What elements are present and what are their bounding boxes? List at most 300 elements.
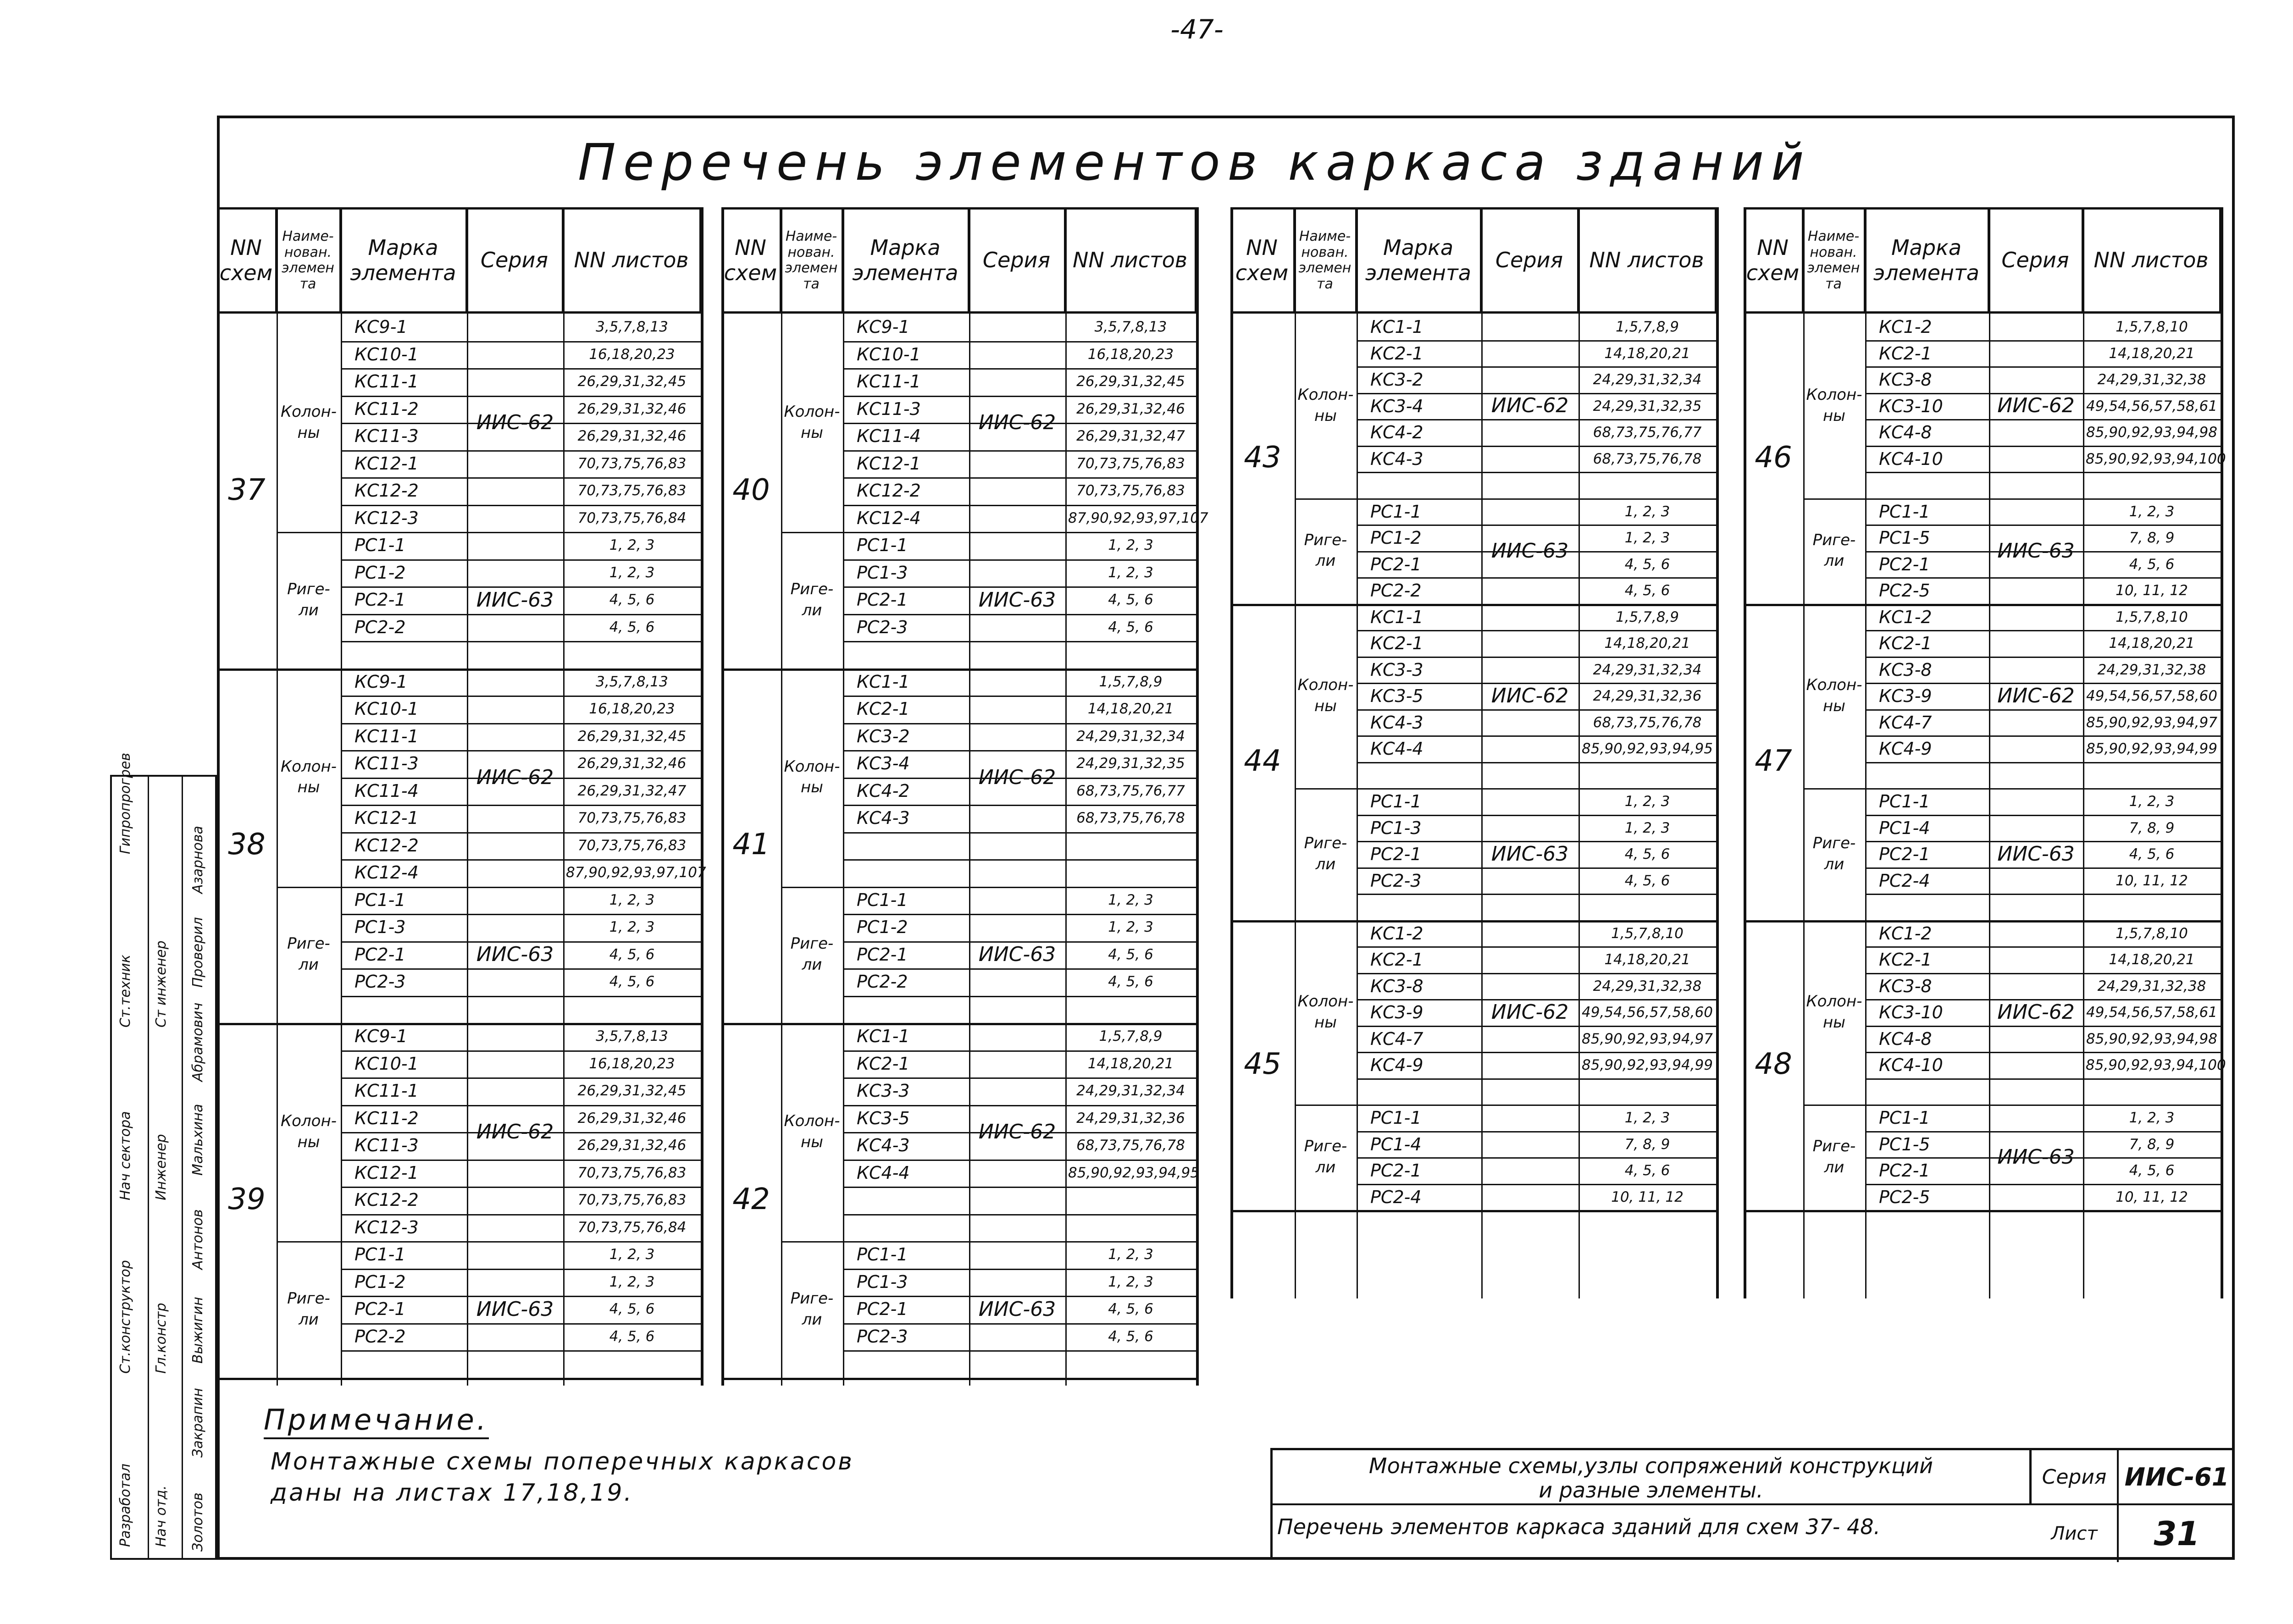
element-mark: КС12-3 [354,1217,419,1237]
element-mark: КС10-1 [354,344,419,365]
header-name: Наиме- нован. элемен та [1803,207,1865,314]
element-mark: КС4-4 [1370,739,1423,759]
sheet-numbers: 4, 5, 6 [1624,872,1670,889]
scheme-number: 45 [1244,1047,1281,1081]
sheet-numbers: 3,5,7,8,13 [596,319,668,335]
row-divider [1865,1026,2221,1027]
sheet-numbers: 24,29,31,32,34 [1076,1083,1185,1099]
row-divider [1865,472,2221,473]
sheet-numbers: 85,90,92,93,94,99 [2086,740,2217,757]
element-mark: КС9-1 [857,317,910,337]
row-divider [1865,630,2221,631]
sheet-numbers: 14,18,20,21 [1604,635,1690,652]
element-name: Риге- ли [790,934,834,974]
element-mark: КС10-1 [857,344,921,365]
row-divider [1357,366,1716,368]
sheet-numbers: 4, 5, 6 [2129,556,2175,573]
sheet-numbers: 10, 11, 12 [2116,872,2188,889]
sheet-numbers: 24,29,31,32,36 [1076,1110,1185,1127]
element-name: Колон- ны [1297,675,1354,715]
element-series: ИИС-62 [978,1120,1056,1143]
element-mark: РС1-3 [857,562,908,583]
row-divider [843,832,1196,834]
sheet-numbers: 4, 5, 6 [609,946,655,963]
element-mark: КС12-2 [354,1190,419,1210]
column-divider [1357,207,1358,1298]
column-divider [341,207,342,1386]
sheet-numbers: 3,5,7,8,13 [596,1028,668,1044]
element-name: Риге- ли [1812,1137,1856,1177]
element-series: ИИС-63 [476,1297,554,1321]
column-divider [701,207,703,1386]
sheet-numbers: 4, 5, 6 [609,591,655,608]
sheet-numbers: 14,18,20,21 [2109,635,2195,652]
row-divider [341,505,701,506]
header-scheme: NN схем [217,207,277,314]
header-name: Наиме- нован. элемен та [277,207,341,314]
row-divider [843,641,1196,642]
group-divider [277,887,701,888]
row-divider [1865,340,2221,342]
sheet-numbers: 14,18,20,21 [1087,701,1174,717]
header-series: Серия [467,207,563,314]
scheme-divider [1230,1210,1716,1212]
sheet-numbers: 4, 5, 6 [1108,946,1153,963]
sheet-numbers: 4, 5, 6 [1108,591,1153,608]
side-stamp-role: Ст инженер [153,940,169,1027]
scheme-divider [721,668,1196,671]
row-divider [843,1187,1196,1188]
header-sheets: NN листов [1065,207,1196,314]
sheet-numbers: 26,29,31,32,45 [577,373,687,390]
sheet-numbers: 4, 5, 6 [1624,582,1670,599]
sheet-numbers: 87,90,92,93,97,107 [1068,509,1208,526]
header-scheme: NN схем [1230,207,1295,314]
row-divider [843,505,1196,506]
element-mark: КС3-5 [857,1108,910,1128]
sheet-numbers: 85,90,92,93,94,100 [2086,1057,2226,1073]
element-series: ИИС-63 [1491,842,1569,866]
row-divider [341,1350,701,1352]
scheme-divider [1230,604,1716,606]
note-line-1: Монтажные схемы поперечных каркасов [271,1448,854,1475]
element-mark: РС2-1 [857,590,908,610]
element-mark: КС4-2 [857,780,910,801]
row-divider [843,450,1196,452]
sheet-numbers: 26,29,31,32,46 [577,428,687,444]
scheme-number: 46 [1755,441,1792,475]
row-divider [843,1323,1196,1325]
sheet-numbers: 16,18,20,23 [589,1055,675,1072]
stamp-sheet-value: 31 [2154,1514,2200,1553]
element-mark: РС1-1 [857,889,908,910]
element-name: Риге- ли [790,1289,834,1329]
sheet-numbers: 24,29,31,32,36 [1593,688,1702,704]
row-divider [1865,577,2221,579]
side-stamp [110,752,217,1560]
element-mark: РС1-1 [1879,1108,1930,1128]
scheme-divider [1744,604,2221,606]
sheet-numbers: 68,73,75,76,77 [1593,424,1702,441]
row-divider [1357,1131,1716,1132]
sheet-numbers: 4, 5, 6 [2129,846,2175,862]
element-mark: КС4-3 [857,808,910,828]
element-mark: КС3-8 [1879,370,1932,390]
side-stamp-role: Гл.констр [153,1303,169,1374]
side-stamp-name: Золотов [190,1492,206,1552]
sheet-numbers: 26,29,31,32,46 [577,755,687,772]
scheme-number: 48 [1755,1047,1792,1081]
row-divider [341,1296,701,1297]
scheme-number: 43 [1244,441,1281,475]
element-mark: КС12-1 [857,453,921,474]
scheme-divider [217,1023,701,1025]
row-divider [1357,867,1716,869]
element-mark: КС4-3 [857,1135,910,1155]
header-mark: Марка элемента [1357,207,1481,314]
side-stamp-role: Нач отд. [153,1485,169,1547]
column-divider [843,207,844,1386]
element-mark: КС3-8 [1370,976,1423,996]
note-heading: Примечание. [264,1403,489,1439]
sheet-numbers: 1, 2, 3 [2129,1110,2175,1126]
sheet-numbers: 70,73,75,76,83 [1076,455,1185,472]
row-divider [341,914,701,915]
element-series: ИИС-63 [1997,539,2075,563]
side-stamp-name: Мальхина [190,1104,206,1176]
row-divider [843,941,1196,943]
element-mark: КС1-1 [1370,317,1423,337]
element-mark: РС2-1 [354,944,406,965]
row-divider [341,1050,701,1052]
sheet-numbers: 70,73,75,76,83 [577,1164,687,1181]
sheet-numbers: 85,90,92,93,94,95 [1068,1164,1199,1181]
row-divider [1357,1078,1716,1080]
element-mark: КС3-3 [857,1081,910,1101]
row-divider [341,805,701,806]
column-divider [1803,207,1805,1298]
element-mark: РС1-5 [1879,528,1930,548]
sheet-numbers: 24,29,31,32,34 [1593,371,1702,388]
element-series: ИИС-63 [978,588,1056,612]
element-mark: КС10-1 [354,699,419,719]
stamp-subtitle: Перечень элементов каркаса зданий для схем 37- 48. [1277,1514,1881,1539]
sheet-numbers: 24,29,31,32,35 [1593,398,1702,414]
sheet-numbers: 1,5,7,8,9 [1615,608,1679,625]
row-divider [341,1077,701,1079]
element-mark: РС1-1 [857,535,908,555]
row-divider [341,941,701,943]
row-divider [341,1160,701,1161]
element-mark: КС1-1 [857,671,910,692]
row-divider [1357,340,1716,342]
element-mark: КС3-10 [1879,396,1943,416]
sheet-numbers: 68,73,75,76,77 [1076,782,1185,799]
sheet-numbers: 24,29,31,32,38 [1593,978,1702,994]
sheet-numbers: 49,54,56,57,58,60 [2086,688,2217,704]
row-divider [843,805,1196,806]
element-name: Риге- ли [287,1289,330,1329]
element-mark: РС1-2 [354,562,406,583]
sheet-numbers: 1, 2, 3 [1108,1246,1153,1263]
title-stamp [1270,1448,2235,1560]
element-mark: РС2-1 [1370,554,1422,574]
sheet-numbers: 24,29,31,32,38 [2097,978,2206,994]
element-mark: РС1-3 [857,1271,908,1292]
sheet-numbers: 26,29,31,32,46 [577,400,687,417]
element-name: Колон- ны [281,1112,337,1151]
element-mark: РС1-3 [354,917,406,937]
sheet-numbers: 4, 5, 6 [2129,1162,2175,1179]
row-divider [843,477,1196,479]
row-divider [341,996,701,997]
element-mark: РС1-1 [354,889,406,910]
stamp-title [1273,1450,2032,1505]
header-scheme: NN схем [721,207,781,314]
element-mark: РС2-5 [1879,580,1930,601]
sheet-numbers: 1, 2, 3 [1108,919,1153,935]
sheet-numbers: 85,90,92,93,94,98 [2086,424,2217,441]
element-mark: КС2-1 [1879,950,1932,970]
element-mark: КС1-2 [1879,607,1932,627]
sheet-numbers: 85,90,92,93,94,98 [2086,1030,2217,1047]
element-mark: КС4-4 [857,1162,910,1183]
sheet-numbers: 1, 2, 3 [1108,537,1153,553]
column-divider [1579,207,1580,1298]
sheet-numbers: 1,5,7,8,9 [1615,319,1679,335]
row-divider [1357,472,1716,473]
header-scheme: NN схем [1744,207,1803,314]
note-body [271,1447,854,1508]
sheet-numbers: 1,5,7,8,10 [2116,925,2188,942]
element-mark: КС4-9 [1879,739,1932,759]
element-mark: КС2-1 [857,1053,910,1074]
element-mark: РС2-1 [1370,1160,1422,1181]
row-divider [843,614,1196,615]
row-divider [1865,973,2221,974]
element-name: Колон- ны [1806,992,1862,1032]
side-stamp-name: Закрапин [190,1388,206,1458]
row-divider [1865,446,2221,447]
sheet-numbers: 26,29,31,32,46 [577,1137,687,1154]
sheet-numbers: 24,29,31,32,34 [1593,661,1702,678]
element-mark: РС2-2 [354,617,406,637]
sheet-numbers: 26,29,31,32,45 [577,1083,687,1099]
row-divider [341,641,701,642]
sheet-numbers: 1, 2, 3 [1624,1110,1670,1126]
element-mark: КС3-9 [1370,1002,1423,1022]
element-mark: КС4-10 [1879,1055,1943,1075]
side-stamp-role: Гипропрогрев [117,752,133,854]
element-mark: КС11-1 [354,1081,419,1101]
header-sheets: NN листов [2083,207,2221,314]
element-mark: КС12-2 [857,481,921,501]
row-divider [341,750,701,751]
scheme-divider [217,668,701,671]
element-mark: КС11-3 [857,398,921,419]
element-mark: КС9-1 [354,1026,408,1046]
sheet-numbers: 49,54,56,57,58,61 [2086,398,2217,414]
column-divider [1065,207,1067,1386]
element-mark: РС2-3 [857,1326,908,1347]
row-divider [1865,762,2221,763]
element-series: ИИС-63 [476,588,554,612]
element-mark: КС11-3 [354,426,419,446]
group-divider [1803,1105,2221,1106]
element-mark: КС1-2 [1879,317,1932,337]
group-divider [781,532,1196,533]
element-name: Риге- ли [287,934,330,974]
row-divider [341,614,701,615]
element-mark: КС4-8 [1879,1028,1932,1049]
element-mark: КС11-2 [354,1108,419,1128]
row-divider [1357,1184,1716,1185]
sheet-numbers: 24,29,31,32,38 [2097,371,2206,388]
side-stamp-role: Ст.техник [117,954,133,1027]
element-mark: КС3-2 [1370,370,1423,390]
row-divider [843,750,1196,751]
sheet-numbers: 70,73,75,76,83 [577,837,687,854]
element-mark: КС1-2 [1370,923,1423,944]
row-divider [1357,762,1716,763]
column-divider [1295,207,1296,1298]
row-divider [843,1350,1196,1352]
row-divider [341,559,701,561]
element-mark: РС1-1 [1879,501,1930,522]
element-mark: КС10-1 [354,1053,419,1074]
column-divider [563,207,565,1386]
header-series: Серия [1481,207,1579,314]
element-mark: КС4-3 [1370,448,1423,469]
sheet-numbers: 14,18,20,21 [1604,345,1690,362]
sheet-numbers: 4, 5, 6 [1108,1301,1153,1317]
element-mark: РС2-4 [1370,1187,1422,1207]
row-divider [341,1269,701,1270]
element-mark: КС11-3 [354,1135,419,1155]
scheme-divider [1230,920,1716,922]
row-divider [1357,1052,1716,1053]
stamp-title-line-1: Монтажные схемы,узлы сопряжений конструкций [1368,1453,1933,1478]
element-name: Риге- ли [790,580,834,619]
sheet-numbers: 70,73,75,76,83 [577,455,687,472]
row-divider [341,968,701,970]
row-divider [1357,577,1716,579]
sheet-numbers: 4, 5, 6 [1108,1328,1153,1345]
scheme-divider [1744,1210,2221,1212]
sheet-numbers: 49,54,56,57,58,60 [1582,1004,1713,1021]
row-divider [1865,525,2221,526]
sheet-numbers: 1,5,7,8,10 [1611,925,1684,942]
element-mark: КС12-4 [857,508,921,528]
row-divider [843,1050,1196,1052]
element-mark: КС1-1 [857,1026,910,1046]
element-mark: РС1-1 [1370,791,1422,812]
row-divider [843,1160,1196,1161]
column-divider [1989,207,1990,1298]
sheet-numbers: 68,73,75,76,78 [1076,1137,1185,1154]
sheet-numbers: 68,73,75,76,78 [1593,714,1702,731]
side-stamp-name: Абрамович [190,1002,206,1082]
sheet-numbers: 10, 11, 12 [2116,582,2188,599]
row-divider [843,1296,1196,1297]
row-divider [341,1323,701,1325]
row-divider [1357,815,1716,816]
element-mark: КС11-1 [354,371,419,392]
element-mark: КС11-1 [354,726,419,746]
header-mark: Марка элемента [843,207,969,314]
row-divider [1357,657,1716,658]
row-divider [1865,419,2221,420]
sheet-numbers: 26,29,31,32,47 [577,782,687,799]
element-mark: РС1-1 [1879,791,1930,812]
sheet-numbers: 7, 8, 9 [2129,1136,2175,1153]
row-divider [1865,894,2221,895]
sheet-numbers: 4, 5, 6 [609,619,655,635]
sheet-numbers: 1,5,7,8,9 [1099,673,1163,690]
header-name: Наиме- нован. элемен та [1295,207,1357,314]
element-mark: КС3-10 [1879,1002,1943,1022]
element-series: ИИС-63 [978,1297,1056,1321]
scheme-divider [217,1378,701,1380]
scheme-number: 42 [732,1182,770,1216]
sheet-numbers: 16,18,20,23 [1087,346,1174,363]
side-stamp-role: Разработал [117,1464,133,1547]
element-mark: КС3-3 [1370,659,1423,680]
sheet-numbers: 26,29,31,32,46 [1076,400,1185,417]
column-divider [969,207,970,1386]
element-mark: РС2-1 [1879,844,1930,864]
element-mark: КС3-8 [1879,976,1932,996]
side-stamp-name: Проверил [190,917,206,988]
element-name: Риге- ли [1812,834,1856,873]
element-mark: КС11-4 [354,780,419,801]
element-mark: РС1-4 [1879,818,1930,838]
row-divider [341,586,701,588]
scheme-divider [1744,920,2221,922]
row-divider [1865,709,2221,711]
element-name: Риге- ли [1812,530,1856,570]
header-series: Серия [1989,207,2083,314]
side-stamp-name: Азарнова [190,826,206,894]
sheet-numbers: 1, 2, 3 [2129,503,2175,520]
row-divider [843,368,1196,370]
group-divider [1295,788,1716,790]
sheet-numbers: 68,73,75,76,78 [1593,450,1702,467]
scheme-divider [721,1378,1196,1380]
sheet-numbers: 70,73,75,76,84 [577,509,687,526]
element-series: ИИС-63 [978,943,1056,967]
row-divider [341,396,701,397]
column-divider [781,207,782,1386]
row-divider [1865,1052,2221,1053]
header-name: Наиме- нован. элемен та [781,207,843,314]
element-mark: КС12-1 [354,1162,419,1183]
element-mark: РС1-1 [857,1244,908,1265]
element-series: ИИС-63 [1997,1145,2075,1169]
sheet-numbers: 4, 5, 6 [609,973,655,990]
element-mark: РС2-2 [1370,580,1422,601]
sheet-numbers: 7, 8, 9 [2129,530,2175,546]
sheet-numbers: 26,29,31,32,46 [577,1110,687,1127]
column-divider [1196,207,1199,1386]
element-name: Колон- ны [1297,992,1354,1032]
row-divider [1865,366,2221,368]
element-name: Риге- ли [1304,1137,1347,1177]
element-mark: РС2-1 [354,590,406,610]
sheet-numbers: 26,29,31,32,47 [1076,428,1185,444]
element-mark: РС1-5 [1879,1134,1930,1154]
element-series: ИИС-62 [1491,1000,1569,1024]
